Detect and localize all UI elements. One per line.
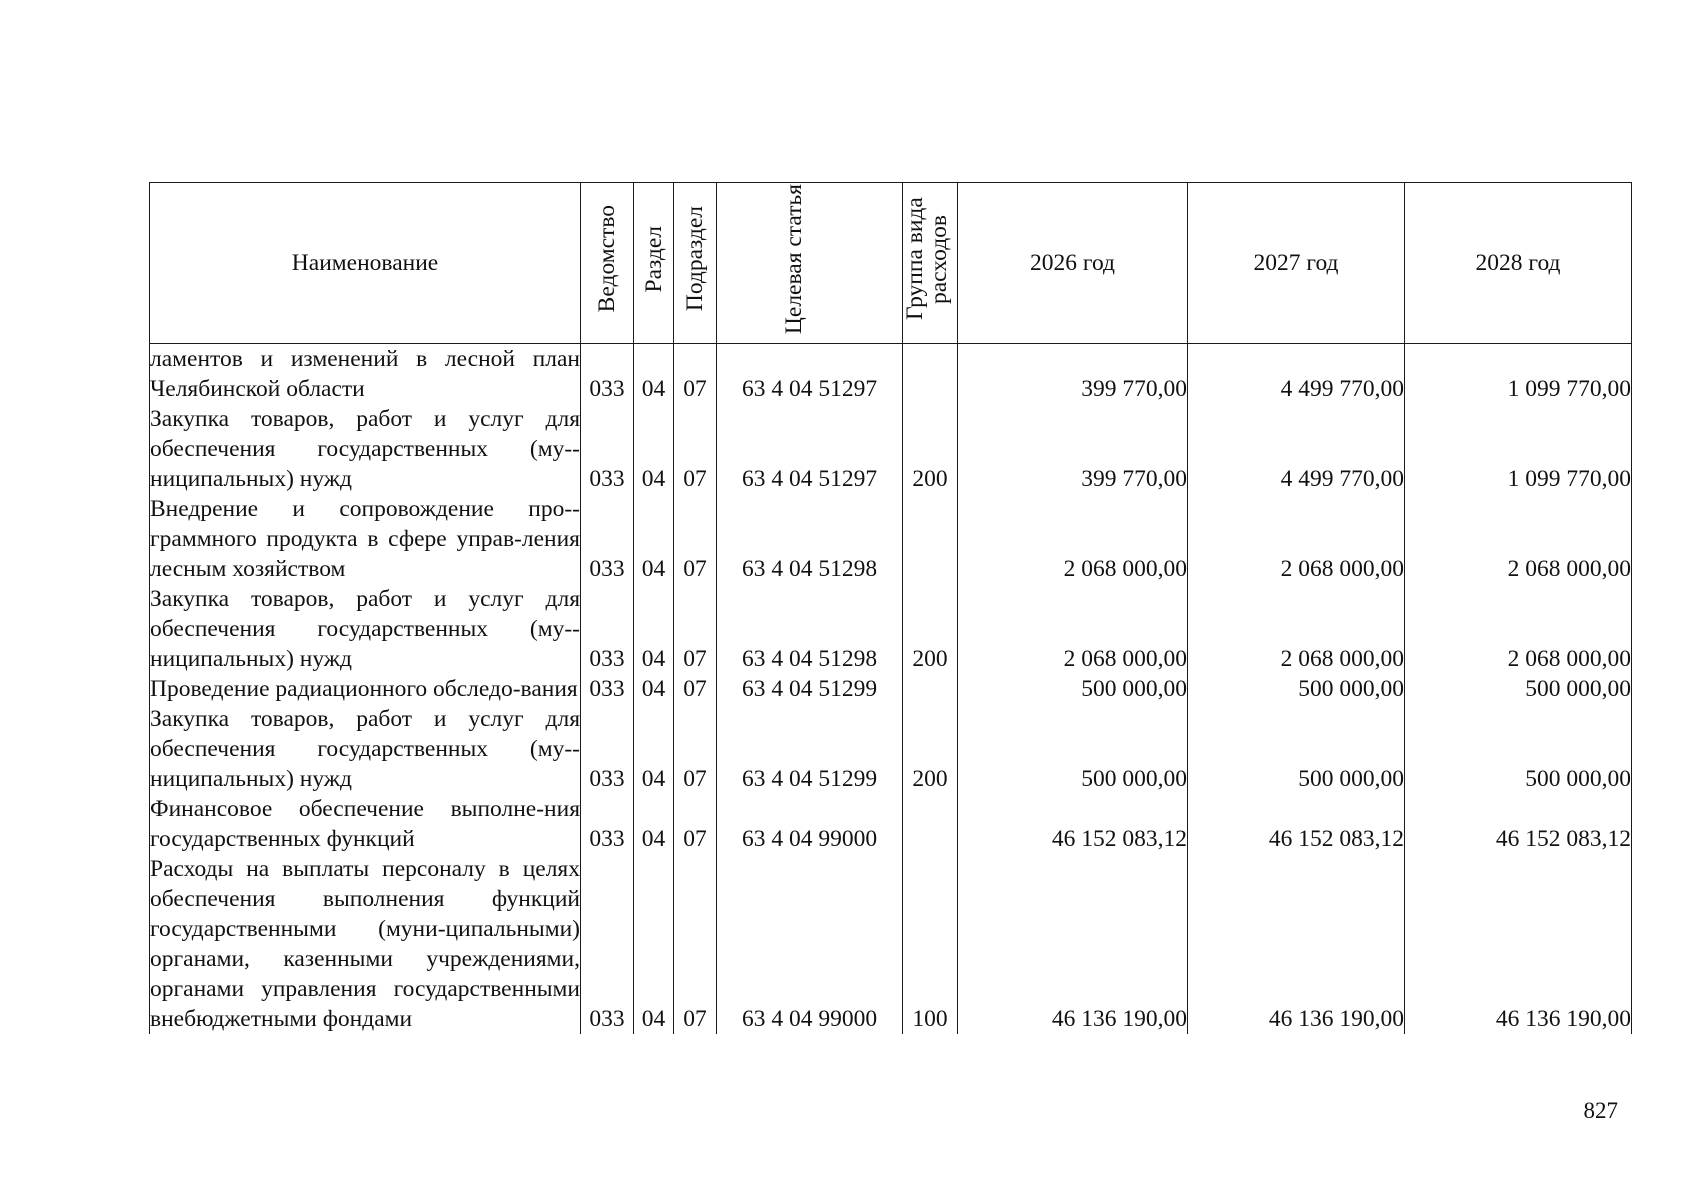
row-subsection: 07 (674, 404, 717, 494)
header-target-article: Целевая статья (717, 183, 903, 344)
row-name: ламентов и изменений в лесной план Челябинской области (150, 344, 581, 405)
row-target-article: 63 4 04 51298 (717, 584, 903, 674)
table-row (150, 674, 1632, 704)
row-subsection: 07 (674, 854, 717, 1034)
row-name: Закупка товаров, работ и услуг для обеспечения государственных (му-ниципальных) нужд (150, 586, 580, 672)
row-name: Внедрение и сопровождение про-граммного продукта в сфере управ-ления лесным хозяйством (150, 496, 580, 582)
row-expense-group (903, 344, 958, 405)
row-amount-2028: 46 136 190,00 (1405, 854, 1632, 1034)
row-amount-2026: 2 068 000,00 (958, 584, 1188, 674)
row-name: Расходы на выплаты персоналу в целях обеспечения выполнения функций государственными (муни-ципальными) органами, казенными учреждениями, органами управления государственными внебюджетными фондами (150, 856, 580, 1032)
row-name: Закупка товаров, работ и услуг для обеспечения государственных (му-ниципальных) нужд (150, 406, 580, 492)
table-row (150, 344, 1632, 405)
row-amount-2027: 46 152 083,12 (1188, 794, 1405, 854)
row-expense-group: 100 (903, 854, 958, 1034)
row-expense-group: 200 (903, 704, 958, 794)
header-year-2026: 2026 год (958, 183, 1188, 344)
row-name: Финансовое обеспечение выполне-ния государственных функций (150, 796, 580, 852)
row-department: 033 (581, 404, 634, 494)
table-row (150, 704, 1632, 794)
header-department: Ведомство (581, 183, 634, 344)
row-amount-2026: 399 770,00 (958, 404, 1188, 494)
row-subsection: 07 (674, 584, 717, 674)
row-amount-2027: 2 068 000,00 (1188, 584, 1405, 674)
row-amount-2026: 500 000,00 (958, 704, 1188, 794)
row-amount-2027: 4 499 770,00 (1188, 404, 1405, 494)
row-target-article: 63 4 04 51297 (717, 404, 903, 494)
row-department: 033 (581, 704, 634, 794)
row-target-article: 63 4 04 99000 (717, 794, 903, 854)
row-expense-group (903, 794, 958, 854)
row-amount-2027: 500 000,00 (1188, 674, 1405, 704)
row-section: 04 (634, 674, 674, 704)
row-subsection: 07 (674, 704, 717, 794)
row-amount-2027: 4 499 770,00 (1188, 344, 1405, 405)
row-amount-2027: 2 068 000,00 (1188, 494, 1405, 584)
row-name: Проведение радиационного обследо-вания (150, 674, 581, 704)
row-expense-group (903, 494, 958, 584)
row-target-article: 63 4 04 51298 (717, 494, 903, 584)
row-amount-2028: 2 068 000,00 (1405, 584, 1632, 674)
row-section: 04 (634, 794, 674, 854)
row-department: 033 (581, 584, 634, 674)
row-department: 033 (581, 494, 634, 584)
row-department: 033 (581, 854, 634, 1034)
row-section: 04 (634, 494, 674, 584)
row-section: 04 (634, 584, 674, 674)
table-row (150, 494, 1632, 584)
header-section: Раздел (634, 183, 674, 344)
row-section: 04 (634, 854, 674, 1034)
row-amount-2026: 46 136 190,00 (958, 854, 1188, 1034)
row-amount-2028: 500 000,00 (1405, 674, 1632, 704)
row-department: 033 (581, 674, 634, 704)
row-amount-2027: 46 136 190,00 (1188, 854, 1405, 1034)
row-amount-2028: 1 099 770,00 (1405, 404, 1632, 494)
row-subsection: 07 (674, 794, 717, 854)
table-row (150, 854, 1632, 1034)
header-expense-group: Группа вида расходов (903, 183, 958, 344)
header-year-2027: 2027 год (1188, 183, 1405, 344)
row-amount-2028: 1 099 770,00 (1405, 344, 1632, 405)
row-amount-2028: 2 068 000,00 (1405, 494, 1632, 584)
header-year-2028: 2028 год (1405, 183, 1632, 344)
row-target-article: 63 4 04 51299 (717, 704, 903, 794)
row-amount-2026: 46 152 083,12 (958, 794, 1188, 854)
row-subsection: 07 (674, 674, 717, 704)
row-section: 04 (634, 404, 674, 494)
row-expense-group (903, 674, 958, 704)
row-amount-2026: 399 770,00 (958, 344, 1188, 405)
table-row (150, 794, 1632, 854)
row-amount-2026: 500 000,00 (958, 674, 1188, 704)
row-amount-2027: 500 000,00 (1188, 704, 1405, 794)
table-header-row (150, 183, 1632, 344)
row-target-article: 63 4 04 51297 (717, 344, 903, 405)
budget-table (149, 182, 1632, 1034)
row-amount-2026: 2 068 000,00 (958, 494, 1188, 584)
row-name: Закупка товаров, работ и услуг для обеспечения государственных (му-ниципальных) нужд (150, 706, 580, 792)
row-subsection: 07 (674, 494, 717, 584)
row-expense-group: 200 (903, 584, 958, 674)
page-number: 827 (1583, 1098, 1618, 1123)
row-amount-2028: 46 152 083,12 (1405, 794, 1632, 854)
row-department: 033 (581, 344, 634, 405)
header-subsection: Подраздел (674, 183, 717, 344)
row-target-article: 63 4 04 99000 (717, 854, 903, 1034)
header-name: Наименование (150, 183, 581, 344)
table-body (150, 344, 1632, 1035)
table-row (150, 404, 1632, 494)
row-amount-2028: 500 000,00 (1405, 704, 1632, 794)
table-row (150, 584, 1632, 674)
row-department: 033 (581, 794, 634, 854)
row-expense-group: 200 (903, 404, 958, 494)
row-target-article: 63 4 04 51299 (717, 674, 903, 704)
row-subsection: 07 (674, 344, 717, 405)
row-section: 04 (634, 704, 674, 794)
row-section: 04 (634, 344, 674, 405)
